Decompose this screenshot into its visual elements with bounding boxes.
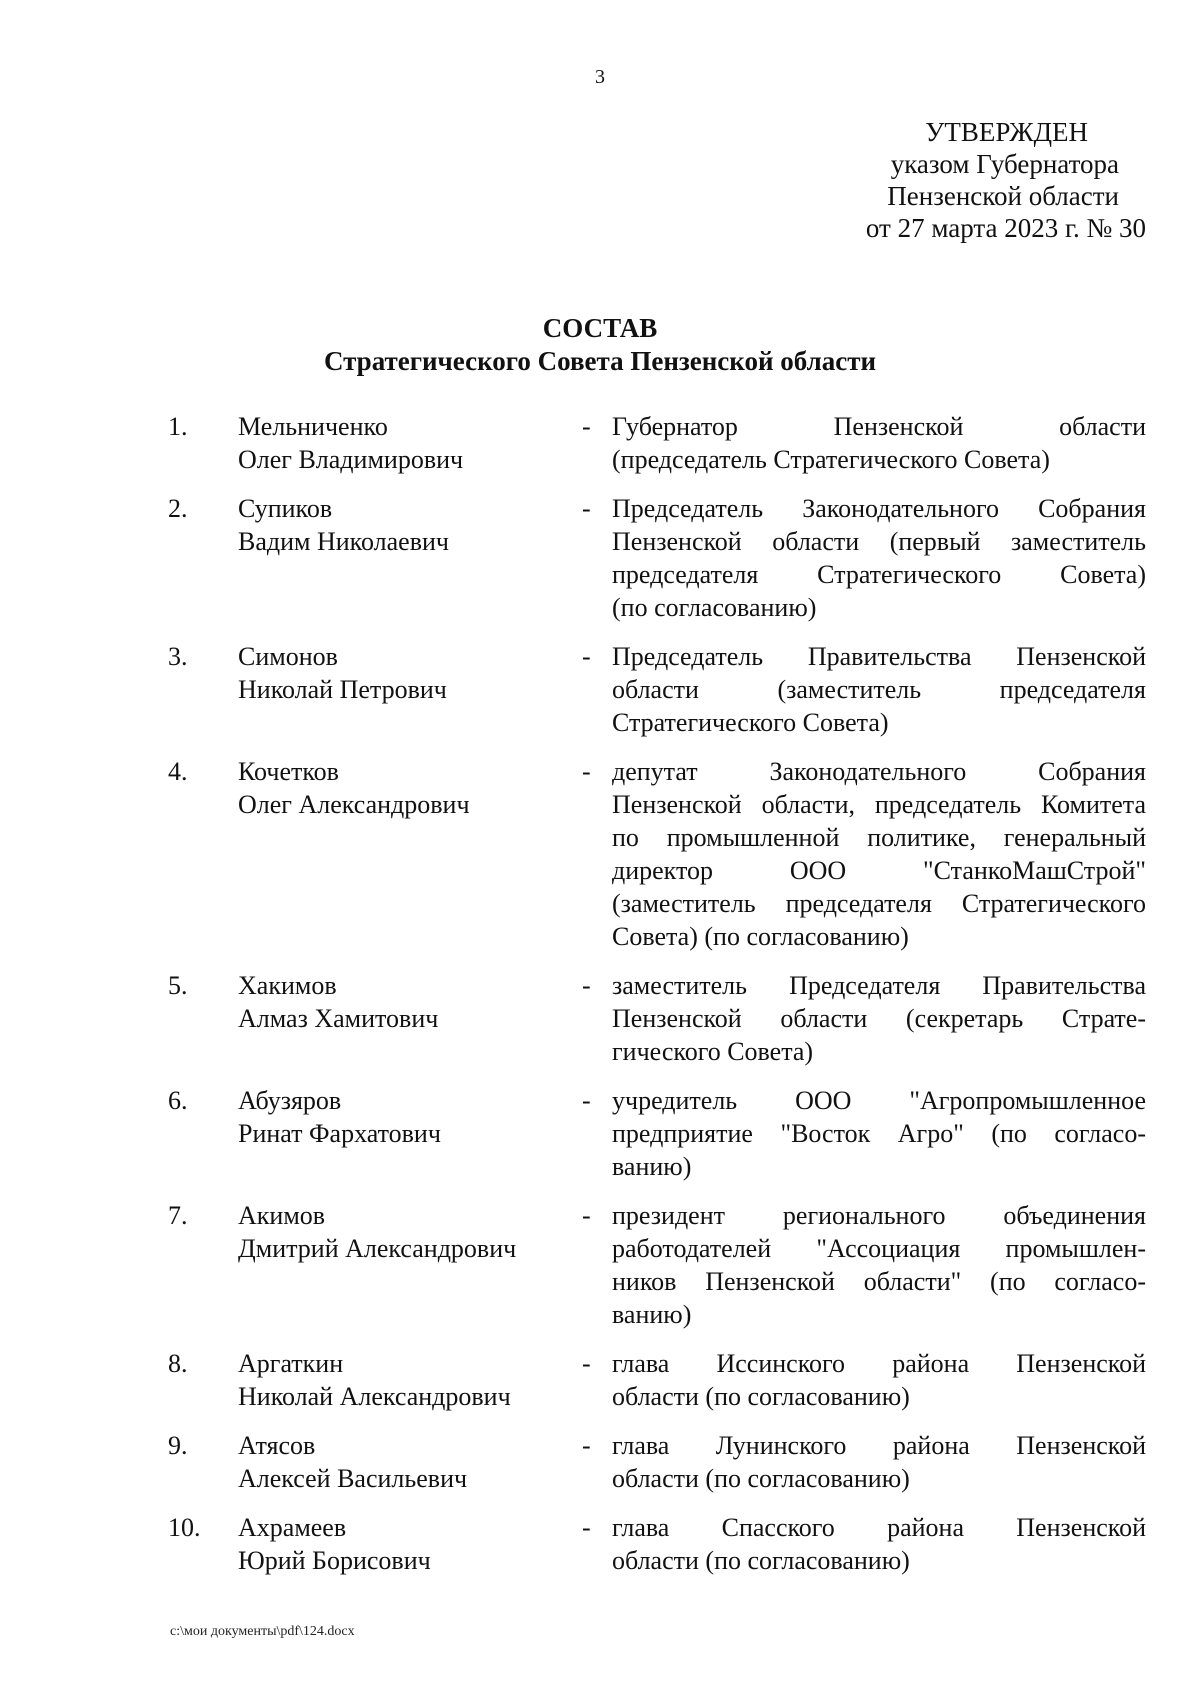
- member-name: [238, 410, 558, 476]
- member-role-line: глава Лунинского района Пензенской: [612, 1431, 1146, 1460]
- member-number: 3.: [168, 642, 188, 671]
- member-role-line: (по согласованию): [612, 593, 817, 622]
- member-role: [612, 1511, 1146, 1577]
- list-item: [0, 1511, 1200, 1577]
- member-given-name: Вадим Николаевич: [238, 527, 449, 556]
- member-role-line: (председатель Стратегического Совета): [612, 445, 1050, 474]
- member-role-line: глава Спасского района Пензенской: [612, 1513, 1146, 1542]
- member-dash: -: [582, 1086, 591, 1115]
- member-role-line: Пензенской области, председатель Комитета: [612, 790, 1146, 819]
- member-name: [238, 1511, 558, 1577]
- member-role: [612, 969, 1146, 1068]
- member-surname: Мельниченко: [238, 412, 388, 441]
- list-item: [0, 1199, 1200, 1331]
- member-role-line: по промышленной политике, генеральный: [612, 823, 1146, 852]
- member-role-line: Губернатор Пензенской области: [612, 412, 1146, 441]
- member-surname: Супиков: [238, 494, 333, 523]
- approval-date: от 27 марта 2023 г. № 30: [865, 213, 1146, 243]
- member-surname: Хакимов: [238, 971, 337, 1000]
- member-role-line: глава Иссинского района Пензенской: [612, 1349, 1146, 1378]
- member-role: [612, 1084, 1146, 1183]
- member-dash: -: [582, 494, 591, 523]
- member-number: 8.: [168, 1349, 188, 1378]
- list-item: [0, 1429, 1200, 1495]
- member-role-line: директор ООО "СтанкоМашСтрой": [612, 856, 1146, 885]
- member-role-line: Председатель Правительства Пензенской: [612, 642, 1146, 671]
- member-number: 7.: [168, 1201, 188, 1230]
- member-surname: Атясов: [238, 1431, 316, 1460]
- member-role-line: Председатель Законодательного Собрания: [612, 494, 1146, 523]
- member-role-line: работодателей "Ассоциация промышлен-: [612, 1234, 1146, 1263]
- member-name: [238, 755, 558, 821]
- member-surname: Кочетков: [238, 757, 339, 786]
- page-number: 3: [595, 66, 605, 88]
- member-dash: -: [582, 971, 591, 1000]
- member-role: [612, 640, 1146, 739]
- member-given-name: Олег Александрович: [238, 790, 470, 819]
- member-dash: -: [582, 1513, 591, 1542]
- member-name: [238, 492, 558, 558]
- member-name: [238, 640, 558, 706]
- member-role-line: области (по согласованию): [612, 1382, 910, 1411]
- approval-block: [760, 116, 1146, 244]
- member-role: [612, 410, 1146, 476]
- member-number: 9.: [168, 1431, 188, 1460]
- member-role-line: заместитель Председателя Правительства: [612, 971, 1146, 1000]
- member-given-name: Николай Петрович: [238, 675, 447, 704]
- member-surname: Аргаткин: [238, 1349, 344, 1378]
- member-role: [612, 1429, 1146, 1495]
- member-surname: Ахрамеев: [238, 1513, 347, 1542]
- member-number: 4.: [168, 757, 188, 786]
- member-name: [238, 969, 558, 1035]
- member-given-name: Николай Александрович: [238, 1382, 511, 1411]
- member-given-name: Юрий Борисович: [238, 1546, 431, 1575]
- member-role-line: области (по согласованию): [612, 1546, 910, 1575]
- list-item: [0, 410, 1200, 476]
- list-item: [0, 1084, 1200, 1183]
- member-number: 5.: [168, 971, 188, 1000]
- member-role-line: Пензенской области (секретарь Страте-: [612, 1004, 1146, 1033]
- member-role-line: Пензенской области (первый заместитель: [612, 527, 1146, 556]
- member-name: [238, 1084, 558, 1150]
- member-role-line: учредитель ООО "Агропромышленное: [612, 1086, 1146, 1115]
- list-item: [0, 969, 1200, 1068]
- member-number: 2.: [168, 494, 188, 523]
- member-surname: Акимов: [238, 1201, 326, 1230]
- member-role-line: гического Совета): [612, 1037, 814, 1066]
- member-role-line: ванию): [612, 1152, 692, 1181]
- member-role-line: (заместитель председателя Стратегического: [612, 889, 1146, 918]
- document-heading: [0, 312, 1200, 378]
- approval-status: УТВЕРЖДЕН: [925, 117, 1088, 147]
- member-number: 10.: [168, 1513, 201, 1542]
- member-given-name: Алексей Васильевич: [238, 1464, 468, 1493]
- list-item: [0, 1347, 1200, 1413]
- member-role-line: президент регионального объединения: [612, 1201, 1146, 1230]
- footer-file-path: c:\мои документы\pdf\124.docx: [170, 1624, 355, 1639]
- member-role-line: ников Пензенской области" (по согласо-: [612, 1267, 1146, 1296]
- member-dash: -: [582, 1431, 591, 1460]
- member-given-name: Олег Владимирович: [238, 445, 464, 474]
- member-surname: Симонов: [238, 642, 338, 671]
- member-dash: -: [582, 757, 591, 786]
- document-subtitle: Стратегического Совета Пензенской области: [323, 346, 877, 376]
- member-dash: -: [582, 412, 591, 441]
- member-role-line: предприятие "Восток Агро" (по согласо-: [612, 1119, 1146, 1148]
- member-role: [612, 755, 1146, 953]
- member-role-line: Стратегического Совета): [612, 708, 889, 737]
- list-item: [0, 492, 1200, 624]
- member-dash: -: [582, 1201, 591, 1230]
- member-role-line: Совета) (по согласованию): [612, 922, 909, 951]
- member-given-name: Дмитрий Александрович: [238, 1234, 517, 1263]
- member-number: 1.: [168, 412, 188, 441]
- member-role-line: области (по согласованию): [612, 1464, 910, 1493]
- approval-authority: указом Губернатора: [890, 149, 1119, 179]
- members-list: [0, 410, 1200, 1593]
- list-item: [0, 640, 1200, 739]
- member-role-line: депутат Законодательного Собрания: [612, 757, 1146, 786]
- member-role: [612, 492, 1146, 624]
- document-title: СОСТАВ: [542, 313, 658, 343]
- member-name: [238, 1429, 558, 1495]
- approval-region: Пензенской области: [887, 181, 1119, 211]
- member-dash: -: [582, 642, 591, 671]
- member-given-name: Алмаз Хамитович: [238, 1004, 439, 1033]
- member-role-line: председателя Стратегического Совета): [612, 560, 1146, 589]
- member-name: [238, 1347, 558, 1413]
- member-given-name: Ринат Фархатович: [238, 1119, 441, 1148]
- member-dash: -: [582, 1349, 591, 1378]
- member-role: [612, 1347, 1146, 1413]
- list-item: [0, 755, 1200, 953]
- member-role: [612, 1199, 1146, 1331]
- member-name: [238, 1199, 558, 1265]
- member-number: 6.: [168, 1086, 188, 1115]
- member-surname: Абузяров: [238, 1086, 342, 1115]
- member-role-line: ванию): [612, 1300, 692, 1329]
- member-role-line: области (заместитель председателя: [612, 675, 1146, 704]
